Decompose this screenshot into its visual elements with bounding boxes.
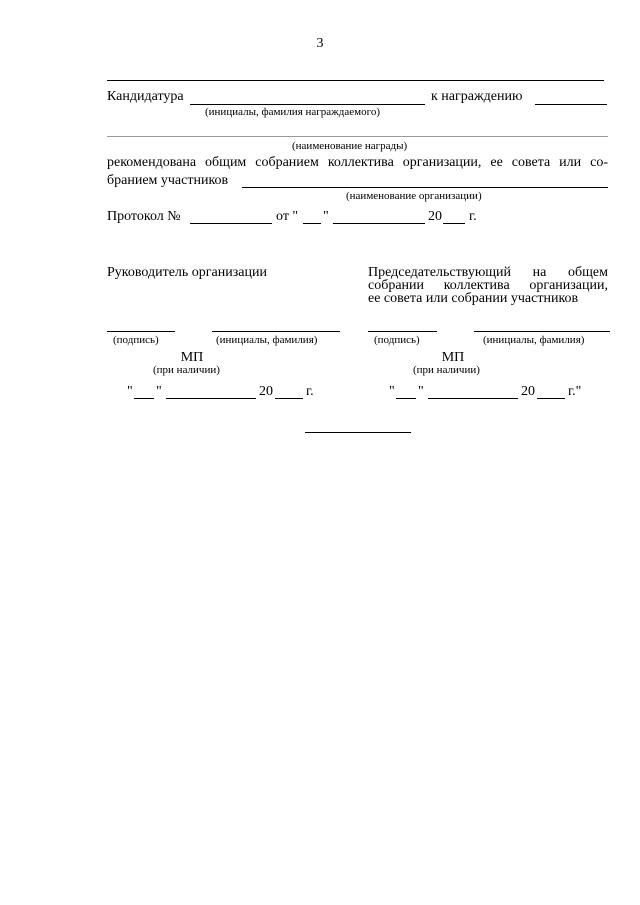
left-date-month-blank xyxy=(166,398,256,399)
protocol-number-blank xyxy=(190,223,272,224)
right-date-year-suffix: г." xyxy=(568,384,582,399)
right-date-month-blank xyxy=(428,398,518,399)
closing-rule xyxy=(305,432,411,433)
protocol-year-suffix: г. xyxy=(469,209,477,224)
right-name-caption: (инициалы, фамилия) xyxy=(483,334,585,346)
candidate-name-caption: (инициалы, фамилия награждаемого) xyxy=(205,106,380,118)
right-date-open-quote: " xyxy=(389,384,395,399)
award-label: к награждению xyxy=(431,89,523,104)
left-date-year-blank xyxy=(275,398,303,399)
protocol-from: от " xyxy=(276,209,299,224)
chair-title-line-2: собрании коллектива организации, xyxy=(368,278,608,293)
right-signature-blank xyxy=(368,331,437,332)
protocol-month-blank xyxy=(333,223,425,224)
left-signature-blank xyxy=(107,331,175,332)
award-name-caption: (наименование награды) xyxy=(292,140,408,152)
candidate-label: Кандидатура xyxy=(107,89,184,104)
left-signature-caption: (подпись) xyxy=(113,334,159,346)
right-date-day-blank xyxy=(396,398,416,399)
protocol-day-blank xyxy=(303,223,321,224)
right-stamp: МП xyxy=(441,350,465,365)
left-date-open-quote: " xyxy=(127,384,133,399)
chair-title-line-1: Председательствующий на общем xyxy=(368,265,608,280)
organization-blank xyxy=(242,187,608,188)
protocol-label: Протокол № xyxy=(107,209,181,224)
right-date-close-quote: " xyxy=(418,384,424,399)
top-rule xyxy=(107,80,604,81)
left-date-day-blank xyxy=(134,398,154,399)
left-stamp-caption: (при наличии) xyxy=(153,364,220,376)
protocol-year-prefix: 20 xyxy=(428,209,442,224)
organization-caption: (наименование организации) xyxy=(346,190,482,202)
left-name-caption: (инициалы, фамилия) xyxy=(216,334,318,346)
page-number: 3 xyxy=(316,36,324,51)
recommendation-line-2: бранием участников xyxy=(107,173,229,188)
left-stamp: МП xyxy=(180,350,204,365)
recommendation-line-1: рекомендована общим собранием коллектива организации, ее совета или со- xyxy=(107,155,608,170)
protocol-quote: " xyxy=(323,209,329,224)
head-of-organization-title: Руководитель организации xyxy=(107,265,267,280)
protocol-year-blank xyxy=(443,223,465,224)
left-date-close-quote: " xyxy=(156,384,162,399)
right-signature-caption: (подпись) xyxy=(374,334,420,346)
candidate-name-blank xyxy=(190,104,425,105)
award-name-rule xyxy=(107,136,608,137)
right-date-year-blank xyxy=(537,398,565,399)
right-name-blank xyxy=(474,331,610,332)
award-blank xyxy=(535,104,607,105)
right-date-year-prefix: 20 xyxy=(521,384,535,399)
chair-title-line-3: ее совета или собрании участников xyxy=(368,291,579,306)
right-stamp-caption: (при наличии) xyxy=(413,364,480,376)
left-date-year-prefix: 20 xyxy=(259,384,273,399)
left-date-year-suffix: г. xyxy=(306,384,314,399)
left-name-blank xyxy=(212,331,340,332)
